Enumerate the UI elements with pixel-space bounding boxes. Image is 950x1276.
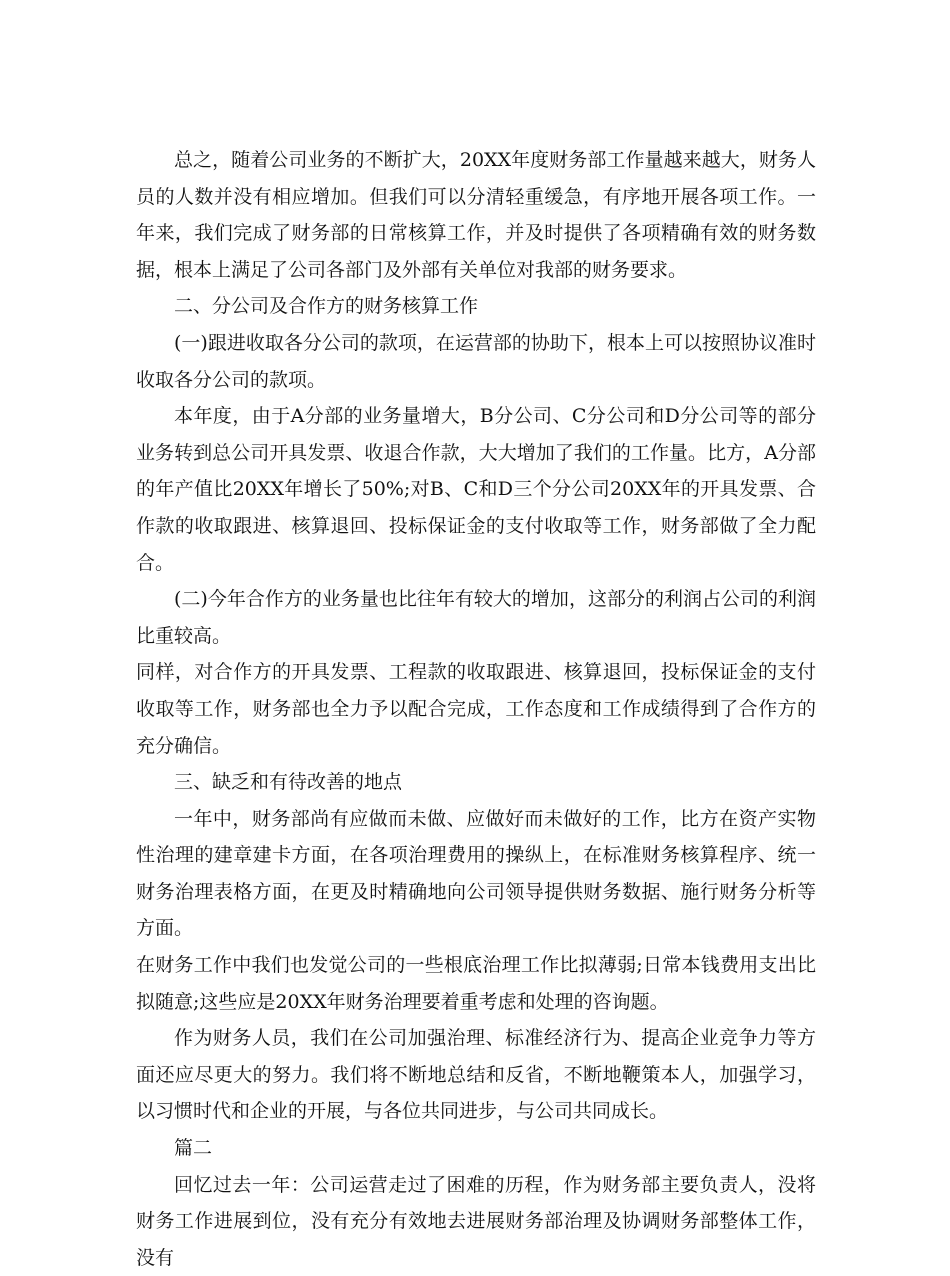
paragraph-commitment: 作为财务人员，我们在公司加强治理、标准经济行为、提高企业竞争力等方面还应尽更大的努力。我们将不断地总结和反省，不断地鞭策本人，加强学习，以习惯时代和企业的开展，与各位共同进步，与公司共同成长。 bbox=[136, 1027, 816, 1123]
paragraph-partner-business: (二)今年合作方的业务量也比往年有较大的增加，这部分的利润占公司的利润比重较高。 bbox=[136, 588, 816, 647]
paragraph-weak-management: 在财务工作中我们也发觉公司的一些根底治理工作比拟薄弱;日常本钱费用支出比拟随意;这些应是20XX年财务治理要着重考虑和处理的咨询题。 bbox=[136, 954, 816, 1013]
paragraph-annual-workload: 本年度，由于A分部的业务量增大，B分公司、C分公司和D分公司等的部分业务转到总公司开具发票、收退合作款，大大增加了我们的工作量。比方，A分部的年产值比20XX年增长了50%;对B、C和D三个分公司20XX年的开具发票、合作款的收取跟进、核算退回、投标保证金的支付收取等工作，财务部做了全力配合。 bbox=[136, 405, 816, 574]
paragraph-branch-payments: (一)跟进收取各分公司的款项，在运营部的协助下，根本上可以按照协议准时收取各分公司的款项。 bbox=[136, 331, 816, 391]
paragraph-summary: 总之，随着公司业务的不断扩大，20XX年度财务部工作量越来越大，财务人员的人数并没有相应增加。但我们可以分清轻重缓急，有序地开展各项工作。一年来，我们完成了财务部的日常核算工作，并及时提供了各项精确有效的财务数据，根本上满足了公司各部门及外部有关单位对我部的财务要求。 bbox=[136, 149, 816, 281]
paragraph-unfinished-work: 一年中，财务部尚有应做而未做、应做好而未做好的工作，比方在资产实物性治理的建章建卡方面，在各项治理费用的操纵上，在标准财务核算程序、统一财务治理表格方面，在更及时精确地向公司领导提供财务数据、施行财务分析等方面。 bbox=[136, 807, 816, 940]
paragraph-review: 回忆过去一年：公司运营走过了困难的历程，作为财务部主要负责人，没将财务工作进展到位，没有充分有效地去进展财务部治理及协调财务部整体工作，没有 bbox=[136, 1173, 816, 1269]
document-body bbox=[136, 142, 816, 1276]
section-heading-branch-accounting: 二、分公司及合作方的财务核算工作 bbox=[174, 295, 479, 318]
section-heading-shortcomings: 三、缺乏和有待改善的地点 bbox=[174, 771, 403, 794]
paragraph-partner-support: 同样，对合作方的开具发票、工程款的收取跟进、核算退回，投标保证金的支付收取等工作，财务部也全力予以配合完成，工作态度和工作成绩得到了合作方的充分确信。 bbox=[136, 661, 816, 757]
section-heading-part-two: 篇二 bbox=[174, 1137, 213, 1160]
